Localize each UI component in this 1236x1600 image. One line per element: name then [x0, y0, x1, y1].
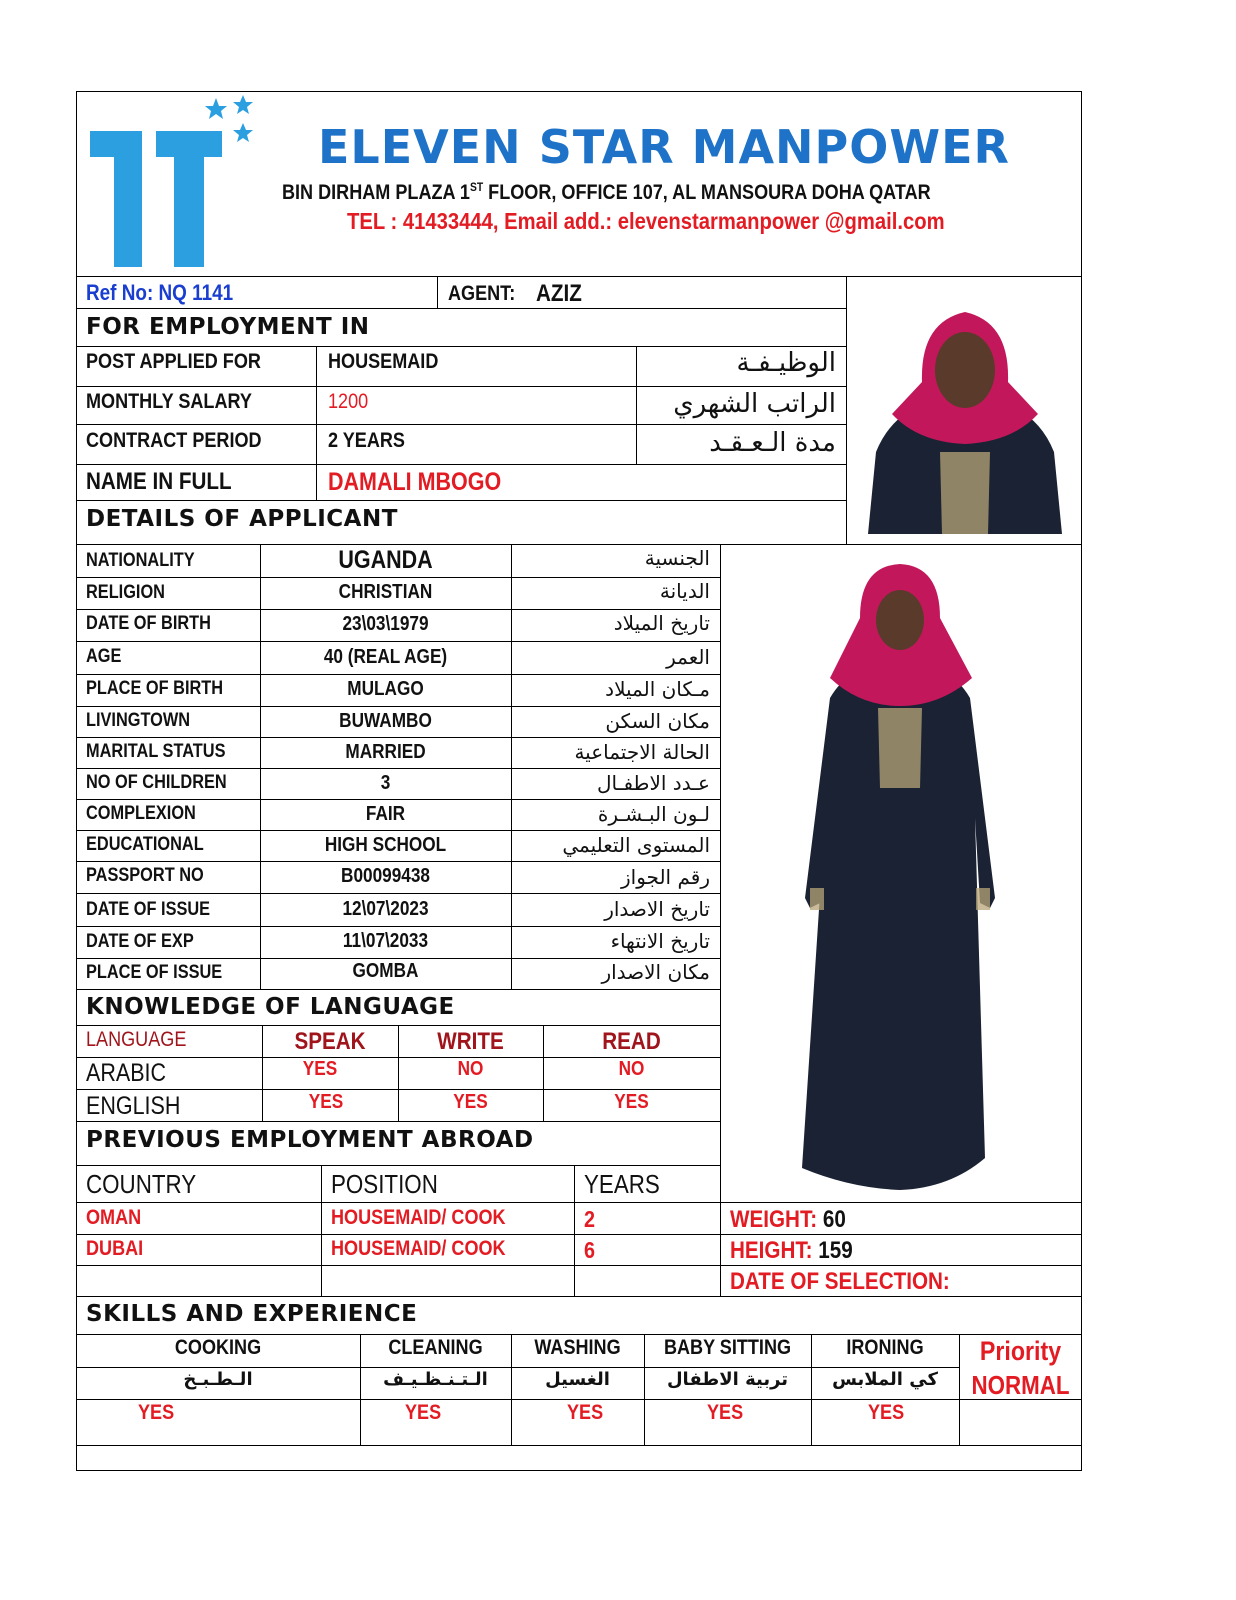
- divider: [76, 386, 846, 387]
- language-header: READ: [602, 1028, 661, 1055]
- divider: [76, 1265, 1082, 1266]
- detail-arabic: مـكان الميلاد: [605, 677, 710, 701]
- detail-value: HIGH SCHOOL: [324, 834, 447, 856]
- language-name: ARABIC: [86, 1059, 167, 1087]
- detail-label: AGE: [86, 646, 122, 667]
- employment-value: 2 YEARS: [328, 429, 405, 452]
- divider: [76, 1165, 720, 1166]
- detail-value: UGANDA: [338, 546, 433, 574]
- detail-value: MARRIED: [345, 741, 426, 763]
- detail-arabic: عـدد الاطفـال: [596, 771, 710, 795]
- divider: [543, 1025, 544, 1121]
- divider: [260, 544, 261, 989]
- detail-arabic: المستوى التعليمي: [562, 833, 710, 857]
- detail-label: NATIONALITY: [86, 550, 195, 571]
- language-read: NO: [618, 1058, 645, 1080]
- skill-arabic: الغسيل: [545, 1369, 610, 1390]
- company-name: ELEVEN STAR MANPOWER: [318, 120, 1010, 174]
- agent-name: AZIZ: [536, 280, 582, 307]
- detail-value: 11\07\2033: [342, 930, 429, 952]
- detail-value: B00099438: [341, 865, 430, 887]
- detail-arabic: تاريخ الانتهاء: [610, 929, 710, 953]
- divider: [76, 861, 720, 862]
- detail-value: 12\07\2023: [342, 898, 429, 920]
- skill-name: COOKING: [174, 1336, 262, 1359]
- divider: [76, 1445, 1082, 1446]
- employment-label: POST APPLIED FOR: [86, 350, 261, 373]
- applicant-full-name: DAMALI MBOGO: [328, 468, 502, 496]
- detail-label: RELIGION: [86, 582, 165, 603]
- detail-arabic: مكان الاصدار: [601, 960, 710, 984]
- divider: [511, 544, 512, 989]
- section-title-applicant: DETAILS OF APPLICANT: [86, 506, 398, 532]
- detail-label: PLACE OF ISSUE: [86, 962, 223, 983]
- previous-header: POSITION: [331, 1169, 438, 1199]
- height-field: HEIGHT: 159: [730, 1237, 853, 1264]
- language-name: ENGLISH: [86, 1092, 181, 1120]
- divider: [959, 1334, 960, 1445]
- divider: [574, 1165, 575, 1296]
- previous-country: DUBAI: [86, 1237, 144, 1260]
- skill-value: YES: [138, 1401, 175, 1424]
- divider: [76, 674, 720, 675]
- company-logo: [86, 95, 266, 275]
- detail-label: DATE OF EXP: [86, 931, 194, 952]
- divider: [76, 577, 720, 578]
- company-address: BIN DIRHAM PLAZA 1ST FLOOR, OFFICE 107, AL MANSOURA DOHA QATAR: [282, 180, 931, 204]
- section-title-employment: FOR EMPLOYMENT IN: [86, 314, 370, 340]
- divider: [76, 706, 720, 707]
- priority-label: Priority: [979, 1336, 1062, 1366]
- detail-label: MARITAL STATUS: [86, 741, 226, 762]
- detail-label: DATE OF BIRTH: [86, 613, 211, 634]
- applicant-full-body-photo: [790, 558, 1020, 1198]
- detail-value: 3: [380, 772, 391, 794]
- agent-label: AGENT:: [448, 282, 516, 305]
- detail-label: EDUCATIONAL: [86, 834, 204, 855]
- detail-value: MULAGO: [347, 678, 424, 700]
- detail-label: PLACE OF BIRTH: [86, 678, 224, 699]
- divider: [76, 799, 720, 800]
- detail-arabic: تاريخ الميلاد: [613, 611, 710, 635]
- detail-label: LIVINGTOWN: [86, 710, 191, 731]
- detail-label: NO OF CHILDREN: [86, 772, 227, 793]
- section-title-skills: SKILLS AND EXPERIENCE: [86, 1301, 418, 1327]
- divider: [76, 1334, 1082, 1335]
- section-title-language: KNOWLEDGE OF LANGUAGE: [86, 994, 455, 1020]
- detail-arabic: لـون البـشـرة: [597, 802, 710, 826]
- detail-label: DATE OF ISSUE: [86, 899, 211, 920]
- divider: [76, 830, 720, 831]
- detail-value: CHRISTIAN: [338, 581, 433, 603]
- divider: [76, 958, 720, 959]
- detail-value: 40 (REAL AGE): [323, 646, 448, 668]
- section-title-previous: PREVIOUS EMPLOYMENT ABROAD: [86, 1127, 534, 1153]
- divider: [76, 926, 720, 927]
- detail-arabic: تاريخ الاصدار: [604, 897, 710, 921]
- skill-name: IRONING: [846, 1336, 924, 1359]
- priority-value: NORMAL: [971, 1370, 1070, 1400]
- language-write: NO: [457, 1058, 484, 1080]
- previous-country: OMAN: [86, 1206, 142, 1229]
- divider: [720, 544, 721, 1202]
- divider: [76, 893, 720, 894]
- detail-arabic: مكان السكن: [605, 709, 710, 733]
- ref-number: Ref No: NQ 1141: [86, 280, 234, 305]
- detail-label: COMPLEXION: [86, 803, 196, 824]
- skill-arabic: الـطـبـخ: [183, 1369, 253, 1390]
- divider: [76, 1367, 960, 1368]
- star-icon: [205, 98, 227, 119]
- divider: [636, 346, 637, 464]
- employment-arabic: الوظيـفـة: [736, 348, 836, 378]
- divider: [398, 1025, 399, 1121]
- skill-arabic: الـتـنـظـيـف: [383, 1369, 488, 1390]
- divider: [76, 609, 720, 610]
- detail-arabic: رقم الجواز: [621, 865, 710, 889]
- detail-value: BUWAMBO: [339, 710, 432, 732]
- divider: [720, 1202, 721, 1296]
- detail-arabic: الجنسية: [644, 546, 710, 570]
- divider: [76, 989, 720, 990]
- divider: [76, 1234, 1082, 1235]
- divider: [76, 1399, 1082, 1400]
- divider: [76, 737, 720, 738]
- skill-value: YES: [567, 1401, 604, 1424]
- divider: [437, 276, 438, 308]
- language-header: WRITE: [437, 1028, 504, 1055]
- skill-arabic: كي الملابس: [832, 1369, 938, 1390]
- divider: [76, 424, 846, 425]
- employment-value: HOUSEMAID: [328, 350, 439, 373]
- employment-value: 1200: [328, 390, 369, 413]
- star-icon: [233, 123, 253, 142]
- divider: [76, 544, 1082, 545]
- detail-arabic: الحالة الاجتماعية: [574, 740, 710, 764]
- detail-arabic: الديانة: [659, 579, 710, 603]
- employment-label: CONTRACT PERIOD: [86, 429, 262, 452]
- company-contact: TEL : 41433444, Email add.: elevenstarmanpower @gmail.com: [347, 208, 945, 234]
- divider: [76, 768, 720, 769]
- detail-value: 23\03\1979: [342, 613, 429, 635]
- divider: [76, 276, 1082, 277]
- divider: [76, 464, 846, 465]
- previous-years: 2: [584, 1206, 596, 1232]
- divider: [76, 641, 720, 642]
- skill-name: WASHING: [534, 1336, 621, 1359]
- divider: [321, 1165, 322, 1296]
- language-speak: YES: [302, 1058, 338, 1080]
- language-write: YES: [453, 1091, 488, 1113]
- detail-label: PASSPORT NO: [86, 865, 204, 886]
- employment-arabic: الراتب الشهري: [673, 389, 836, 419]
- language-speak: YES: [308, 1091, 344, 1113]
- divider: [76, 1202, 1082, 1203]
- star-icon: [233, 95, 253, 114]
- previous-position: HOUSEMAID/ COOK: [331, 1206, 506, 1229]
- logo-digit-one-left: [90, 131, 142, 267]
- divider: [76, 1296, 1082, 1297]
- divider: [76, 500, 846, 501]
- previous-years: 6: [584, 1237, 596, 1263]
- weight-field: WEIGHT: 60: [730, 1206, 846, 1233]
- language-read: YES: [614, 1091, 649, 1113]
- detail-value: GOMBA: [352, 960, 419, 982]
- detail-arabic: العمر: [666, 645, 710, 669]
- applicant-portrait-photo: [862, 282, 1068, 534]
- detail-value: FAIR: [365, 803, 406, 825]
- skill-value: YES: [405, 1401, 442, 1424]
- employment-label: MONTHLY SALARY: [86, 390, 252, 413]
- divider: [846, 276, 847, 544]
- logo-digit-one-right: [156, 131, 222, 267]
- previous-header: COUNTRY: [86, 1169, 197, 1199]
- language-header: LANGUAGE: [86, 1028, 187, 1051]
- language-header: SPEAK: [294, 1028, 366, 1055]
- employment-arabic: مدة الـعـقـد: [709, 428, 836, 458]
- previous-header: YEARS: [584, 1169, 660, 1199]
- skill-name: CLEANING: [388, 1336, 483, 1359]
- skill-arabic: تربية الاطفال: [666, 1369, 789, 1390]
- divider: [76, 1121, 720, 1122]
- divider: [76, 308, 846, 309]
- skill-value: YES: [868, 1401, 905, 1424]
- skill-name: BABY SITTING: [663, 1336, 792, 1359]
- previous-position: HOUSEMAID/ COOK: [331, 1237, 506, 1260]
- name-label: NAME IN FULL: [86, 468, 232, 495]
- divider: [76, 346, 846, 347]
- divider: [316, 346, 317, 500]
- skill-value: YES: [707, 1401, 744, 1424]
- date-of-selection-label: DATE OF SELECTION:: [730, 1268, 950, 1295]
